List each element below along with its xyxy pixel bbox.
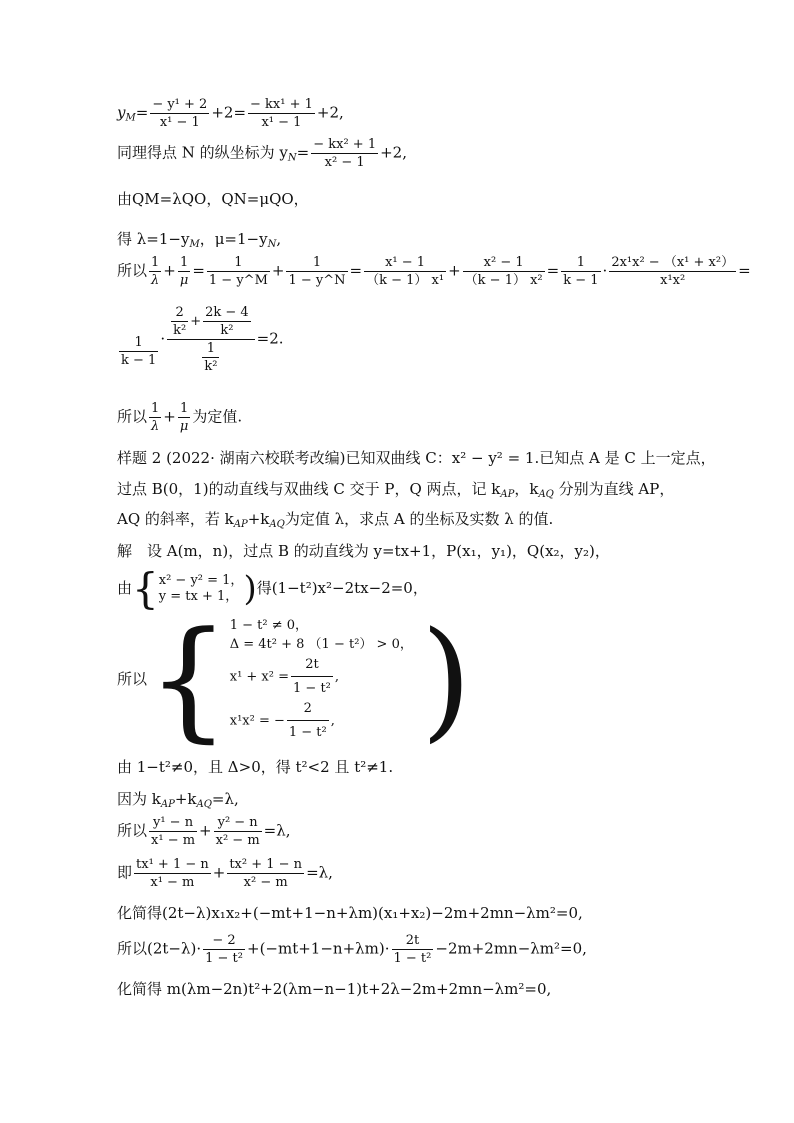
text: 样题 2 (2022· 湖南六校联考改编)已知双曲线 C：x² − y² = 1.已知点 A 是 C 上一定点， (117, 449, 716, 467)
numerator: $\frac{2}{\text{k²}}$ + $\frac{2k - 4}{\text{k²}}$ (173, 305, 249, 338)
text: 得 λ=1−y (117, 230, 190, 248)
compound-fraction: $\frac{1}{k - 1}$ · $\frac{2}{\text{k²}}$ + $\frac{2k - 4}{\text{k²}}$ $\frac{1}{\text{k²}}$ =2. (121, 305, 284, 374)
conclusion-constant: 所以 $\frac{1}{\lambda}$ + $\frac{1}{\mu}$ 为定值. (117, 401, 243, 434)
row: 1 − t² ≠ 0， (229, 617, 309, 633)
text: , (276, 230, 282, 248)
text: 所以 (117, 407, 148, 426)
numerator: 2k − 4 (205, 305, 249, 320)
text: x¹ + x² = (229, 669, 290, 684)
text: +k (174, 790, 197, 808)
text: 即 (117, 863, 133, 882)
numerator: 2 (175, 305, 184, 320)
fraction (463, 256, 545, 287)
text: y (117, 103, 126, 122)
text: + (199, 821, 212, 840)
sum-reciprocals: 所以 $\frac{1}{\lambda}$ + $\frac{1}{\mu}$ = $\frac{1}{1 - y\^{}M}$ + $\frac{1}{1 - y\^{}N}$ = $\frac{\text{x¹ − 1}}{\text{（k − 1） x¹}}$ + $\frac{\text{x² − 1}}{\text{（k − 1） x²}}$ = $\frac{1}{k - 1}$ · $\frac{\text{2x¹x² − （x¹ + x²）}}{\text{x¹x²}}$ = (117, 255, 751, 288)
equation-y-n (117, 138, 407, 169)
denominator: x¹ − 1 (248, 113, 315, 129)
fraction (134, 858, 211, 889)
numerator: 1 (151, 255, 160, 270)
numerator: tx² + 1 − n (229, 857, 303, 872)
problem-statement-line2 (117, 482, 674, 500)
text: +2= (211, 103, 247, 122)
substituted-equation (117, 858, 333, 889)
denominator: x¹ − 1 (150, 113, 209, 129)
fraction (178, 256, 190, 287)
text: 分别为直线 AP， (553, 480, 675, 498)
denominator: x² − m (215, 833, 260, 848)
numerator: 1 (151, 401, 160, 416)
denominator: μ (179, 419, 189, 434)
numerator: 1 (179, 401, 189, 416)
numerator: 2t (305, 656, 319, 672)
fraction (171, 306, 188, 337)
right-brace: ) (420, 603, 472, 755)
text: 由QM=λQO，QN=μQO， (117, 190, 309, 208)
simplified-equation (117, 906, 583, 921)
slope-sum (117, 792, 239, 810)
fraction (207, 256, 270, 287)
numerator: − y¹ + 2 (152, 97, 208, 112)
denominator: 1 − t² (287, 720, 329, 743)
subscript: N (287, 152, 297, 164)
row: y = tx + 1， (158, 589, 239, 604)
numerator: 2x¹x² − （x¹ + x²） (611, 255, 735, 270)
numerator: − 2 (212, 933, 236, 948)
fraction (178, 402, 190, 433)
denominator: k² (173, 323, 187, 338)
fraction (119, 336, 158, 367)
text: , (334, 669, 340, 684)
denominator (167, 339, 255, 373)
text: , (330, 713, 335, 728)
fraction (291, 655, 333, 699)
text: +(−mt+1−n+λm)· (247, 939, 390, 958)
text: AQ 的斜率，若 k (117, 510, 234, 528)
text: 所以(2t−λ)· (117, 939, 202, 958)
left-brace: { (132, 564, 159, 613)
numerator: x² − 1 (483, 255, 524, 270)
denominator: x² − 1 (311, 153, 378, 169)
fraction (248, 98, 315, 129)
denominator: k − 1 (121, 353, 157, 368)
text: 由 (117, 579, 133, 597)
denominator: （k − 1） x² (464, 273, 543, 288)
fraction (203, 934, 245, 965)
numerator: − kx² + 1 (313, 137, 377, 152)
text: + (212, 863, 226, 882)
text: 得(1−t²)x²−2tx−2=0， (256, 579, 428, 597)
text: 化简得 m(λm−2n)t²+2(λm−n−1)t+2λ−2m+2mn−λm²=0, (117, 980, 552, 998)
numerator: − kx¹ + 1 (250, 97, 313, 112)
vieta-substitution (117, 934, 587, 965)
subscript: AP (160, 799, 175, 810)
fraction (214, 816, 262, 847)
text: ，μ=1−y (199, 230, 268, 248)
fraction (149, 402, 161, 433)
text: =λ, (263, 821, 291, 840)
denominator: k² (204, 359, 218, 374)
text: 所以 (117, 821, 148, 840)
fraction (392, 934, 434, 965)
numerator: y² − n (217, 815, 258, 830)
denominator: 1 − t² (291, 676, 333, 699)
text: 同理得点 N 的纵坐标为 y (117, 143, 288, 162)
denominator: λ (149, 417, 161, 433)
denominator: 1 − y^M (208, 273, 268, 288)
subscript: AQ (538, 489, 554, 500)
subscript: AP (233, 519, 248, 530)
subscript: AQ (269, 519, 285, 530)
problem-statement-line3 (117, 512, 553, 530)
denominator: x¹ − m (151, 833, 196, 848)
subscript: AP (500, 489, 515, 500)
conditions-system (117, 603, 472, 755)
denominator: k² (203, 321, 251, 337)
denominator: k − 1 (563, 273, 599, 288)
denominator: 1 − y^N (288, 273, 346, 288)
fraction (149, 816, 197, 847)
fraction (149, 256, 161, 287)
fraction (202, 342, 219, 373)
subscript: AQ (196, 799, 212, 810)
numerator: 1 (234, 255, 243, 270)
fraction (227, 858, 304, 889)
text: =λ, (306, 863, 333, 882)
denominator: 1 − t² (205, 951, 243, 966)
condition-rows (230, 616, 413, 743)
solution-setup (117, 544, 610, 559)
slope-fraction-equation (117, 816, 291, 847)
numerator: 2t (405, 933, 420, 948)
subscript: M (125, 112, 136, 124)
denominator: x¹x² (609, 271, 736, 287)
equation-y-m: $y_M=$ $\frac{\text{− y¹ + 2}}{\text{x¹ − 1}}$ +2= $\frac{\text{− kx¹ + 1}}{\text{x¹ − 1}}$ +2, (117, 97, 344, 130)
denominator: （k − 1） x¹ (366, 273, 445, 288)
text: x¹x² = − (229, 713, 285, 728)
row: Δ = 4t² + 8 （1 − t²） > 0， (229, 637, 413, 652)
numerator: 1 (312, 255, 322, 270)
text: 为定值 λ，求点 A 的坐标及实数 λ 的值. (284, 510, 554, 528)
row (230, 655, 413, 699)
text: ，k (514, 480, 539, 498)
denominator: x¹ − m (134, 873, 211, 889)
text: = (296, 143, 310, 162)
subscript: M (189, 239, 200, 250)
text: +k (247, 510, 270, 528)
denominator: λ (149, 271, 161, 287)
numerator: y¹ − n (152, 815, 194, 830)
subscript: N (267, 239, 277, 250)
numerator: tx¹ + 1 − n (136, 857, 209, 872)
row (230, 699, 413, 743)
fraction (364, 256, 446, 287)
vector-relation (117, 192, 309, 207)
numerator: 1 (206, 341, 216, 356)
text: =λ, (211, 790, 239, 808)
text: +2, (316, 103, 344, 122)
numerator: 1 (134, 335, 143, 350)
system-rows (159, 573, 244, 604)
text: 所以 (117, 261, 148, 280)
discriminant-result (117, 760, 393, 775)
numerator: 2 (303, 700, 312, 716)
lambda-mu-definition (117, 232, 281, 250)
final-simplification (117, 982, 551, 997)
left-brace: { (147, 603, 230, 755)
fraction (150, 98, 209, 129)
denominator: 1 − t² (393, 951, 432, 966)
text: 因为 k (117, 790, 161, 808)
text: 由 1−t²≠0，且 Δ>0，得 t²<2 且 t²≠1. (117, 758, 394, 776)
text: +2, (380, 143, 407, 162)
denominator: μ (179, 273, 189, 288)
text: 为定值. (192, 407, 243, 426)
fraction (561, 256, 600, 287)
fraction (609, 256, 736, 287)
numerator: 1 (576, 255, 586, 270)
numerator: x¹ − 1 (385, 255, 426, 270)
text: =2. (256, 329, 284, 348)
problem-statement-line1 (117, 451, 716, 466)
fraction (311, 138, 378, 169)
denominator: x² − m (227, 873, 304, 889)
fraction (287, 699, 329, 743)
text: 化简得(2t−λ)x₁x₂+(−mt+1−n+λm)(x₁+x₂)−2m+2mn−λm²=0, (117, 904, 583, 922)
text: 解 设 A(m，n)，过点 B 的动直线为 y=tx+1，P(x₁，y₁)，Q(x₂，y₂)， (117, 542, 610, 560)
fraction (203, 306, 251, 337)
row: x² − y² = 1， (158, 573, 244, 589)
numerator: 1 (179, 255, 189, 270)
text: 所以 (117, 669, 148, 688)
compound-fraction-main (167, 306, 255, 373)
fraction (286, 256, 347, 287)
text: −2m+2mn−λm²=0, (435, 939, 587, 958)
right-brace: ) (243, 569, 257, 609)
text: 过点 B(0，1)的动直线与双曲线 C 交于 P，Q 两点，记 k (117, 480, 501, 498)
